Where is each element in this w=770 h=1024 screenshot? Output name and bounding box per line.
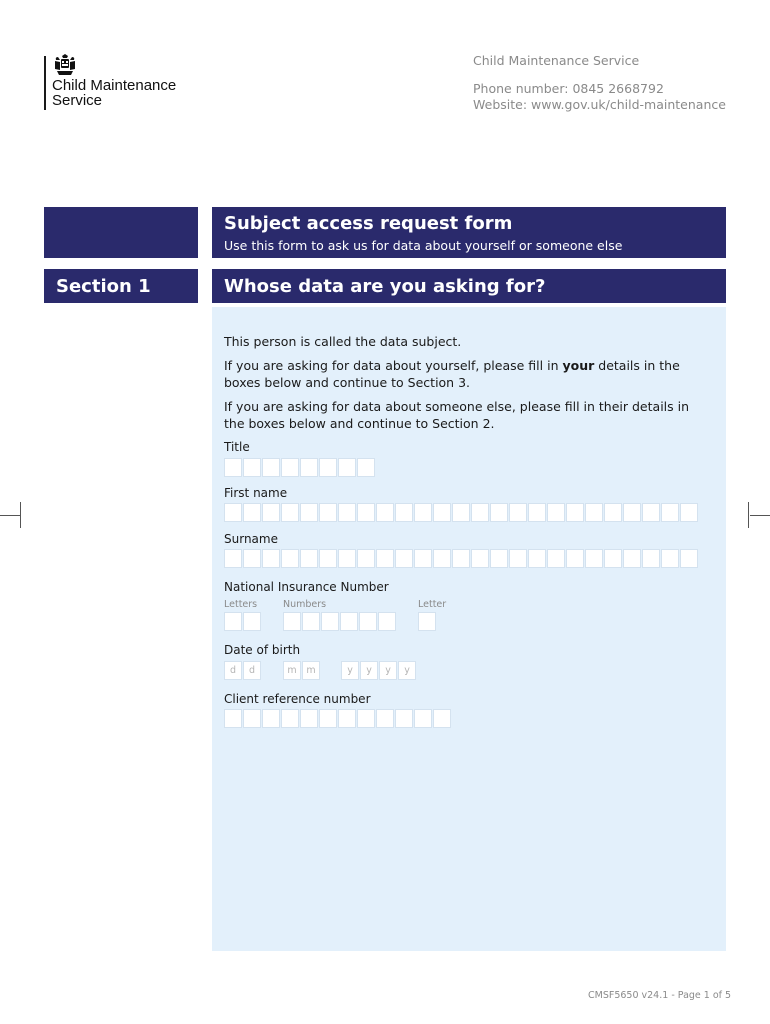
first-name-box[interactable] — [319, 503, 337, 522]
intro-p2-bold: your — [562, 358, 595, 373]
title-box[interactable] — [319, 458, 337, 477]
surname-box[interactable] — [376, 549, 394, 568]
dob-day-box[interactable]: d — [224, 661, 242, 680]
first-name-box[interactable] — [357, 503, 375, 522]
client-ref-box[interactable] — [319, 709, 337, 728]
first-name-box[interactable] — [585, 503, 603, 522]
surname-box[interactable] — [642, 549, 660, 568]
section-label: Section 1 — [56, 276, 151, 297]
title-box[interactable] — [357, 458, 375, 477]
client-ref-box[interactable] — [300, 709, 318, 728]
intro-p3-line2: the boxes below and continue to Section 2. — [224, 416, 495, 431]
first-name-box[interactable] — [376, 503, 394, 522]
dob-year-box[interactable]: y — [360, 661, 378, 680]
section-heading: Whose data are you asking for? — [224, 276, 546, 297]
dob-year-box[interactable]: y — [398, 661, 416, 680]
surname-box[interactable] — [300, 549, 318, 568]
nino-letter-field[interactable] — [418, 612, 437, 631]
nino-box[interactable] — [302, 612, 320, 631]
client-ref-field[interactable] — [224, 709, 452, 728]
first-name-box[interactable] — [262, 503, 280, 522]
surname-box[interactable] — [433, 549, 451, 568]
nino-box[interactable] — [321, 612, 339, 631]
title-box[interactable] — [224, 458, 242, 477]
contact-website: Website: www.gov.uk/child-maintenance — [473, 97, 726, 112]
surname-box[interactable] — [585, 549, 603, 568]
surname-box[interactable] — [357, 549, 375, 568]
first-name-box[interactable] — [243, 503, 261, 522]
first-name-box[interactable] — [471, 503, 489, 522]
surname-label: Surname — [224, 532, 278, 546]
dob-month-field[interactable] — [283, 661, 321, 680]
nino-box[interactable] — [224, 612, 242, 631]
royal-crest-icon — [52, 54, 78, 76]
nino-box[interactable] — [340, 612, 358, 631]
surname-box[interactable] — [509, 549, 527, 568]
surname-box[interactable] — [262, 549, 280, 568]
nino-numbers-field[interactable] — [283, 612, 397, 631]
crop-mark-right-h — [750, 515, 770, 516]
intro-p2 — [224, 357, 680, 391]
first-name-box[interactable] — [528, 503, 546, 522]
dob-year-field[interactable] — [341, 661, 417, 680]
intro-p3 — [224, 398, 689, 432]
client-ref-box[interactable] — [357, 709, 375, 728]
first-name-box[interactable] — [452, 503, 470, 522]
form-title-banner — [212, 207, 726, 258]
title-side-block — [44, 207, 198, 258]
intro-p3-line1: If you are asking for data about someone else, please fill in their details in — [224, 399, 690, 414]
client-ref-box[interactable] — [414, 709, 432, 728]
surname-box[interactable] — [471, 549, 489, 568]
first-name-box[interactable] — [300, 503, 318, 522]
logo-text — [52, 78, 176, 108]
first-name-box[interactable] — [395, 503, 413, 522]
client-ref-label: Client reference number — [224, 692, 371, 706]
section-heading-banner — [212, 269, 726, 303]
dob-day-field[interactable] — [224, 661, 262, 680]
first-name-box[interactable] — [604, 503, 622, 522]
title-box[interactable] — [262, 458, 280, 477]
client-ref-box[interactable] — [395, 709, 413, 728]
intro-p2-text: If you are asking for data about yourself, please fill in — [224, 358, 563, 373]
first-name-box[interactable] — [623, 503, 641, 522]
contact-info — [473, 53, 726, 113]
surname-box[interactable] — [414, 549, 432, 568]
form-panel — [212, 307, 726, 951]
surname-box[interactable] — [395, 549, 413, 568]
first-name-box[interactable] — [566, 503, 584, 522]
client-ref-box[interactable] — [262, 709, 280, 728]
nino-letters-field[interactable] — [224, 612, 262, 631]
crop-mark-left-v — [20, 502, 21, 528]
first-name-box[interactable] — [509, 503, 527, 522]
title-box[interactable] — [338, 458, 356, 477]
first-name-box[interactable] — [433, 503, 451, 522]
surname-field[interactable] — [224, 549, 699, 568]
first-name-box[interactable] — [680, 503, 698, 522]
surname-box[interactable] — [281, 549, 299, 568]
dob-month-box[interactable]: m — [283, 661, 301, 680]
surname-box[interactable] — [661, 549, 679, 568]
title-box[interactable] — [300, 458, 318, 477]
nino-box[interactable] — [378, 612, 396, 631]
form-title: Subject access request form — [224, 213, 513, 234]
first-name-box[interactable] — [414, 503, 432, 522]
intro-p2-line2: boxes below and continue to Section 3. — [224, 375, 471, 390]
first-name-field[interactable] — [224, 503, 699, 522]
first-name-label: First name — [224, 486, 288, 500]
first-name-box[interactable] — [547, 503, 565, 522]
surname-box[interactable] — [224, 549, 242, 568]
page-footer: CMSF5650 v24.1 - Page 1 of 5 — [588, 990, 732, 1001]
client-ref-box[interactable] — [224, 709, 242, 728]
client-ref-box[interactable] — [338, 709, 356, 728]
nino-box[interactable] — [418, 612, 436, 631]
form-subtitle: Use this form to ask us for data about yourself or someone else — [224, 238, 623, 253]
intro-p1: This person is called the data subject. — [224, 334, 462, 349]
crop-mark-right-v — [748, 502, 749, 528]
intro-p2-text-after: details in the — [594, 358, 680, 373]
client-ref-box[interactable] — [433, 709, 451, 728]
surname-box[interactable] — [604, 549, 622, 568]
title-field[interactable] — [224, 458, 376, 477]
surname-box[interactable] — [243, 549, 261, 568]
surname-box[interactable] — [566, 549, 584, 568]
nino-numbers-label: Numbers — [283, 599, 327, 610]
client-ref-box[interactable] — [243, 709, 261, 728]
surname-box[interactable] — [319, 549, 337, 568]
nino-letters-label: Letters — [224, 599, 258, 610]
logo-line-2: Service — [52, 92, 103, 109]
dob-label: Date of birth — [224, 643, 301, 657]
surname-box[interactable] — [623, 549, 641, 568]
nino-box[interactable] — [283, 612, 301, 631]
dob-month-box[interactable]: m — [302, 661, 320, 680]
surname-box[interactable] — [452, 549, 470, 568]
dob-year-box[interactable]: y — [379, 661, 397, 680]
first-name-box[interactable] — [224, 503, 242, 522]
surname-box[interactable] — [547, 549, 565, 568]
surname-box[interactable] — [490, 549, 508, 568]
section-label-block — [44, 269, 198, 303]
title-box[interactable] — [243, 458, 261, 477]
title-box[interactable] — [281, 458, 299, 477]
crop-mark-left-h — [0, 515, 20, 516]
client-ref-box[interactable] — [281, 709, 299, 728]
logo-bar — [44, 56, 46, 110]
first-name-box[interactable] — [281, 503, 299, 522]
nino-label: National Insurance Number — [224, 580, 389, 594]
nino-box[interactable] — [243, 612, 261, 631]
first-name-box[interactable] — [490, 503, 508, 522]
surname-box[interactable] — [680, 549, 698, 568]
contact-phone: Phone number: 0845 2668792 — [473, 81, 664, 96]
dob-year-box[interactable]: y — [341, 661, 359, 680]
first-name-box[interactable] — [661, 503, 679, 522]
dob-day-box[interactable]: d — [243, 661, 261, 680]
surname-box[interactable] — [528, 549, 546, 568]
first-name-box[interactable] — [642, 503, 660, 522]
client-ref-box[interactable] — [376, 709, 394, 728]
first-name-box[interactable] — [338, 503, 356, 522]
logo-line-1: Child Maintenance — [52, 77, 177, 94]
surname-box[interactable] — [338, 549, 356, 568]
nino-box[interactable] — [359, 612, 377, 631]
contact-org: Child Maintenance Service — [473, 53, 640, 68]
cms-logo — [44, 54, 194, 114]
title-label: Title — [224, 440, 250, 454]
nino-letter-label: Letter — [418, 599, 447, 610]
